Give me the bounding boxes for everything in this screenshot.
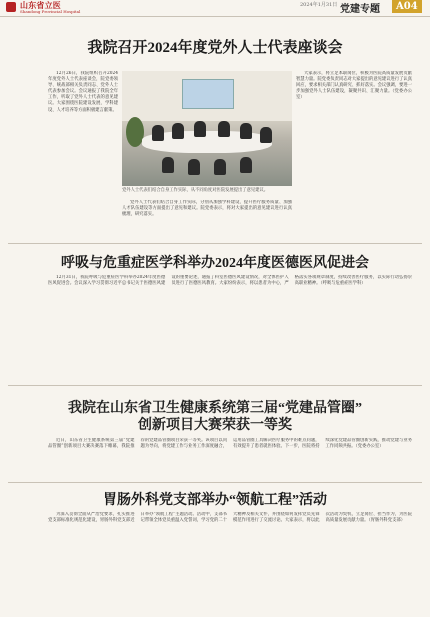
issue-info: 2024年1月31日 bbox=[300, 2, 338, 8]
divider bbox=[8, 243, 422, 244]
article-3-title-line1: 我院在山东省卫生健康系统第三届“党建品管圈” bbox=[68, 401, 362, 416]
paper-name: 山东省立医 bbox=[20, 0, 61, 10]
article-3-text: 近日，山东省卫生健康系统第三届“党建品管圈”创新项目大赛决赛落下帷幕，我院推荐的党建品管圈项目荣获一等奖。该项目以问题为导向，将党建工作与业务工作深度融合，运用品管圈工具解决医疗服务中的难点问题，有效提升了患者就医体验。下一步，医院将持续深化党建品管圈创新实践，推动党建与业务工作同频共振。（党委办公室） bbox=[48, 438, 412, 450]
article-1-right-text: 大家表示，将立足本职岗位，积极为医院高质量发展贡献智慧力量。院党委负责同志对大家提出的意见建议进行了认真回应，要求相关部门认真研究、抓好落实。会议强调，要进一步加强党外人士队伍建设，凝聚共识、汇聚力量。（党委办公室） bbox=[296, 71, 412, 101]
page-number: A04 bbox=[392, 0, 422, 13]
article-4-text: 为深入贯彻全面从严治党要求，扎实推进党支部标准化规范化建设，胃肠外科党支部近日举办“领航工程”主题活动。活动中，支部书记带领全体党员重温入党誓词，学习党的二十大精神及相关文件，并围绕如何发挥党员先锋模范作用进行了交流讨论。大家表示，将以此次活动为契机，立足岗位、担当作为，为医院高质量发展贡献力量。（胃肠外科党支部） bbox=[48, 512, 412, 524]
divider bbox=[8, 385, 422, 386]
article-4-title: 胃肠外科党支部举办“领航工程”活动 bbox=[103, 493, 327, 508]
hospital-logo-icon bbox=[6, 2, 16, 12]
article-1-bottom-text: 党外人士代表们结合自身工作实际，分别从加强学科建设、提升医疗服务质量、加强人才队伍建设等方面提出了意见和建议。院党委表示，将对大家提出的意见建议进行认真梳理，研究落实。 bbox=[122, 200, 292, 218]
paper-name-en: Shandong Provincial Hospital bbox=[20, 9, 81, 14]
article-2-title: 呼吸与危重症医学科举办2024年度医德医风促进会 bbox=[61, 256, 369, 271]
article-1-left-text: 12月26日，我院组织召开2024年度党外人士代表座谈会，院党委领导、统战部相关负责同志、党外人士代表参加会议。会议通报了我院全年工作，听取了党外人士代表的意见建议。大家围绕医院建设发展、学科建设、人才培养等方面积极建言献策。 bbox=[48, 71, 118, 113]
article-1-title: 我院召开2024年度党外人士代表座谈会 bbox=[87, 40, 343, 56]
masthead bbox=[0, 0, 430, 17]
section-title: 党建专题 bbox=[340, 4, 380, 15]
divider bbox=[8, 482, 422, 483]
article-3-title-line2: 创新项目大赛荣获一等奖 bbox=[138, 418, 292, 433]
photo-caption: 党外人士代表们结合自身工作实际，从不同角度对医院发展提出了意见建议。 bbox=[122, 188, 269, 193]
article-2-text: 12月31日，我院呼吸与危重症医学科举办2024年度医德医风促进会。会议深入学习贯彻习近平总书记关于医德医风建设的重要论述，通报了科室医德医风建设情况，对全体医护人员进行了医德医风教育。大家纷纷表示，将以患者为中心，严格落实各项规章制度，持续改善医疗服务，以实际行动弘扬崇高职业精神。（呼吸与危重症医学科） bbox=[48, 275, 412, 287]
meeting-photo bbox=[122, 71, 292, 186]
